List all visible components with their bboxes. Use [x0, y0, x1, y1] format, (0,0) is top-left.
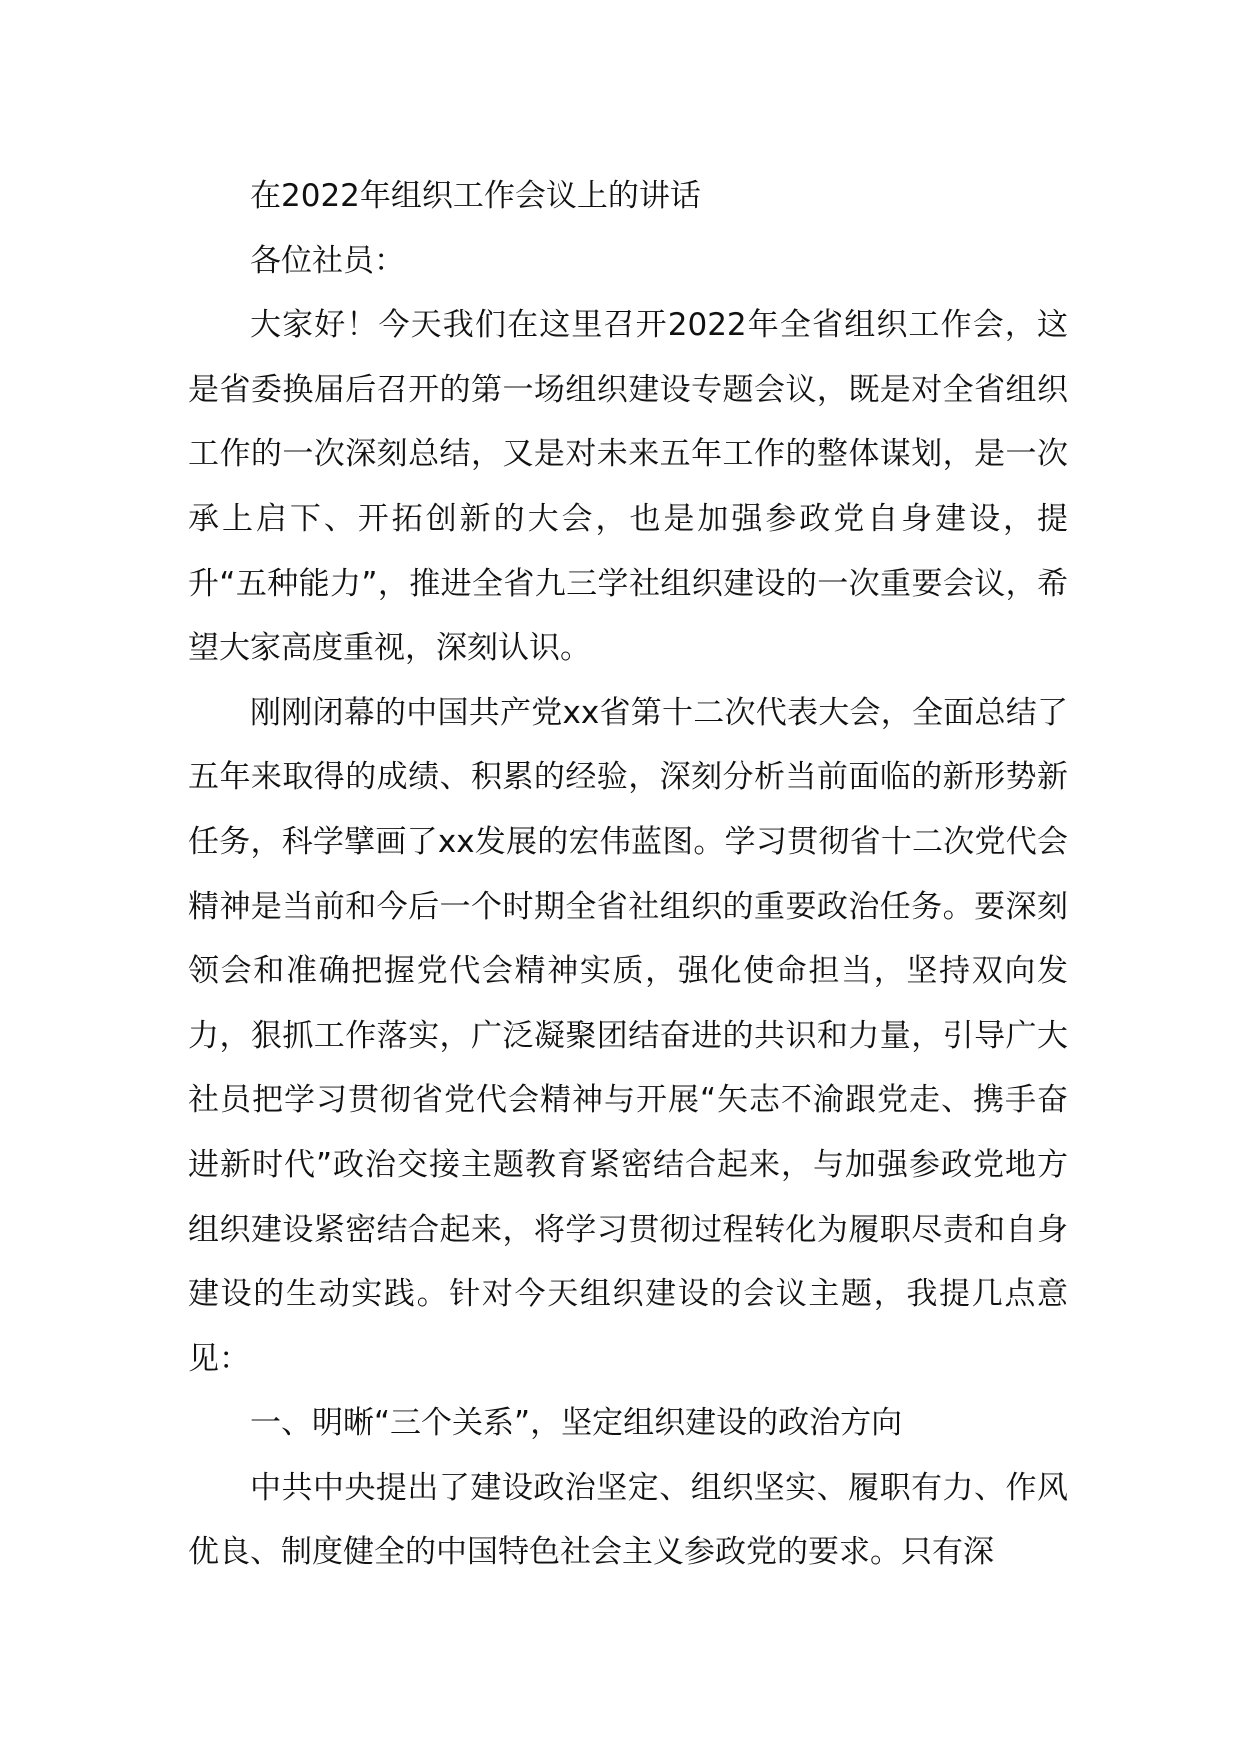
salutation: 各位社员：	[250, 242, 405, 279]
paragraph-opening: 大家好！今天我们在这里召开2022年全省组织工作会，这是省委换届后召开的第一场组织建设专题会议，既是对全省组织工作的一次深刻总结，又是对未来五年工作的整体谋划，是一次承上启下、开拓创新的大会，也是加强参政党自身建设，提升“五种能力”，推进全省九三学社组织建设的一次重要会议，希望大家高度重视，深刻认识。	[188, 307, 1068, 667]
document-body	[188, 164, 1068, 1585]
section-heading: 一、明晰“三个关系”，坚定组织建设的政治方向	[250, 1405, 903, 1442]
document-title: 在2022年组织工作会议上的讲话	[250, 178, 701, 214]
paragraph-section-one: 中共中央提出了建设政治坚定、组织坚实、履职有力、作风优良、制度健全的中国特色社会主义参政党的要求。只有深	[188, 1469, 1068, 1571]
paragraph-congress: 刚刚闭幕的中国共产党xx省第十二次代表大会，全面总结了五年来取得的成绩、积累的经验，深刻分析当前面临的新形势新任务，科学擘画了xx发展的宏伟蓝图。学习贯彻省十二次党代会精神是当前和今后一个时期全省社组织的重要政治任务。要深刻领会和准确把握党代会精神实质，强化使命担当，坚持双向发力，狠抓工作落实，广泛凝聚团结奋进的共识和力量，引导广大社员把学习贯彻省党代会精神与开展“矢志不渝跟党走、携手奋进新时代”政治交接主题教育紧密结合起来，与加强参政党地方组织建设紧密结合起来，将学习贯彻过程转化为履职尽责和自身建设的生动实践。针对今天组织建设的会议主题，我提几点意见：	[188, 694, 1068, 1377]
